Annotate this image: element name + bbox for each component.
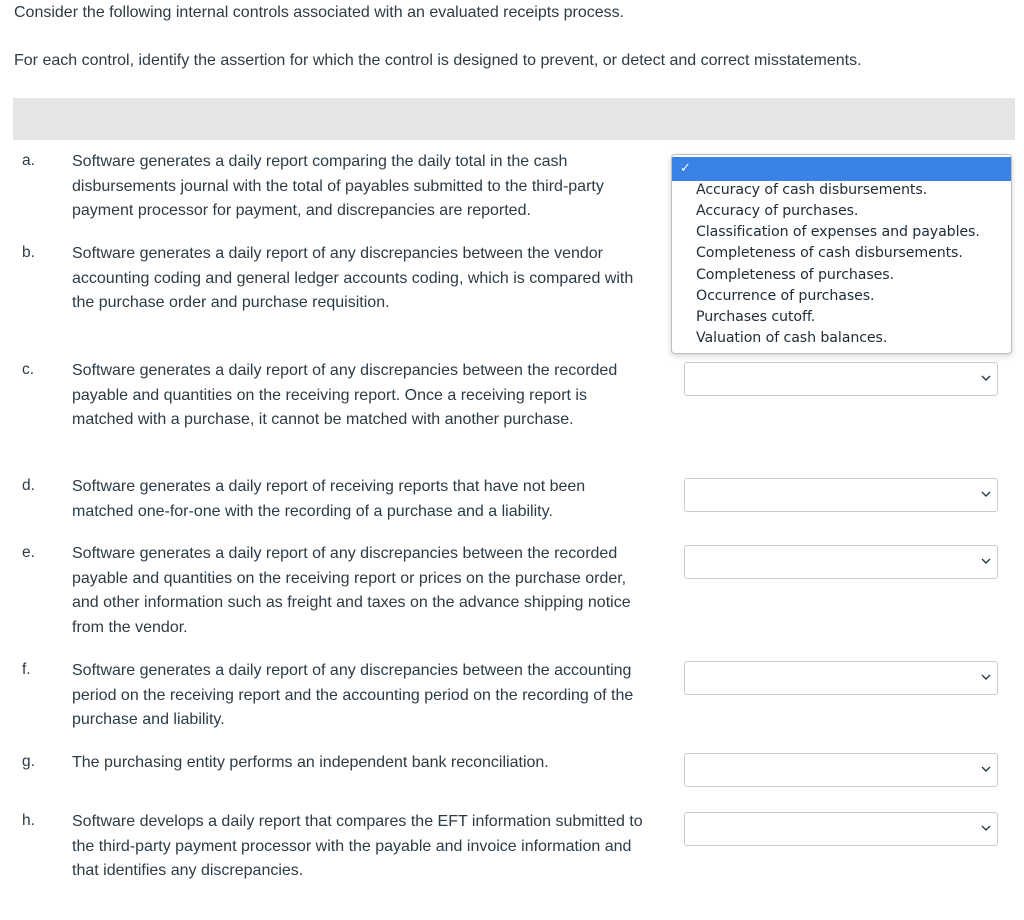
question-letter-d: d. [22,477,35,494]
question-letter-g: g. [22,753,35,770]
dropdown-option[interactable]: Accuracy of purchases. [696,203,859,219]
question-text-a: Software generates a daily report comparing the daily total in the cash disbursements journal with the total of payables submitted to the third-party payment processor for payment, and discrepancies are reported. [72,153,604,220]
dropdown-option[interactable]: Occurrence of purchases. [696,288,875,304]
question-text-d: Software generates a daily report of receiving reports that have not been matched one-for-one with the recording of a purchase and a liability. [72,478,586,520]
answer-select-a-dropdown[interactable] [671,154,1012,354]
question-text-h: Software develops a daily report that compares the EFT information submitted to the third-party payment processor with the payable and invoice information and that identifies any discrepancies. [72,813,643,880]
question-letter-a: a. [22,152,35,169]
instructions-line-2: For each control, identify the assertion for which the control is designed to prevent, or detect and correct misstatements. [14,52,862,69]
chevron-down-icon [981,373,991,383]
answer-select-g[interactable] [684,753,998,787]
table-header-band [13,98,1015,140]
dropdown-option[interactable]: Classification of expenses and payables. [696,224,980,240]
question-text-e: Software generates a daily report of any discrepancies between the recorded payable and quantities on the receiving report or prices on the purchase order, and other information such as freight and taxes on the advance shipping notice from the vendor. [72,545,631,636]
question-letter-c: c. [22,361,35,378]
question-text-f: Software generates a daily report of any discrepancies between the accounting period on the receiving report and the accounting period on the recording of the purchase and liability. [72,662,634,729]
dropdown-option[interactable]: Completeness of purchases. [696,267,894,283]
question-letter-f: f. [22,661,31,678]
question-letter-h: h. [22,812,35,829]
answer-select-c[interactable] [684,362,998,396]
checkmark-icon: ✓ [680,161,691,176]
question-text-c: Software generates a daily report of any discrepancies between the recorded payable and quantities on the receiving report. Once a receiving report is matched with a purchase, it cannot be matched with another purchase. [72,362,618,429]
dropdown-selected-blank-option[interactable] [672,157,1011,181]
question-text-g: The purchasing entity performs an independent bank reconciliation. [72,754,549,771]
dropdown-option[interactable]: Valuation of cash balances. [696,330,888,346]
chevron-down-icon [981,764,991,774]
answer-select-f[interactable] [684,661,998,695]
chevron-down-icon [981,672,991,682]
chevron-down-icon [981,556,991,566]
chevron-down-icon [981,489,991,499]
instructions-line-1: Consider the following internal controls associated with an evaluated receipts process. [14,4,625,21]
dropdown-option[interactable]: Completeness of cash disbursements. [696,245,963,261]
answer-select-e[interactable] [684,545,998,579]
chevron-down-icon [981,823,991,833]
question-letter-e: e. [22,544,35,561]
dropdown-option[interactable]: Accuracy of cash disbursements. [696,182,928,198]
answer-select-h[interactable] [684,812,998,846]
question-text-b: Software generates a daily report of any discrepancies between the vendor accounting coding and general ledger accounts coding, which is compared with the purchase order and purchase requisition. [72,245,634,312]
dropdown-option[interactable]: Purchases cutoff. [696,309,816,325]
answer-select-d[interactable] [684,478,998,512]
question-letter-b: b. [22,244,35,261]
